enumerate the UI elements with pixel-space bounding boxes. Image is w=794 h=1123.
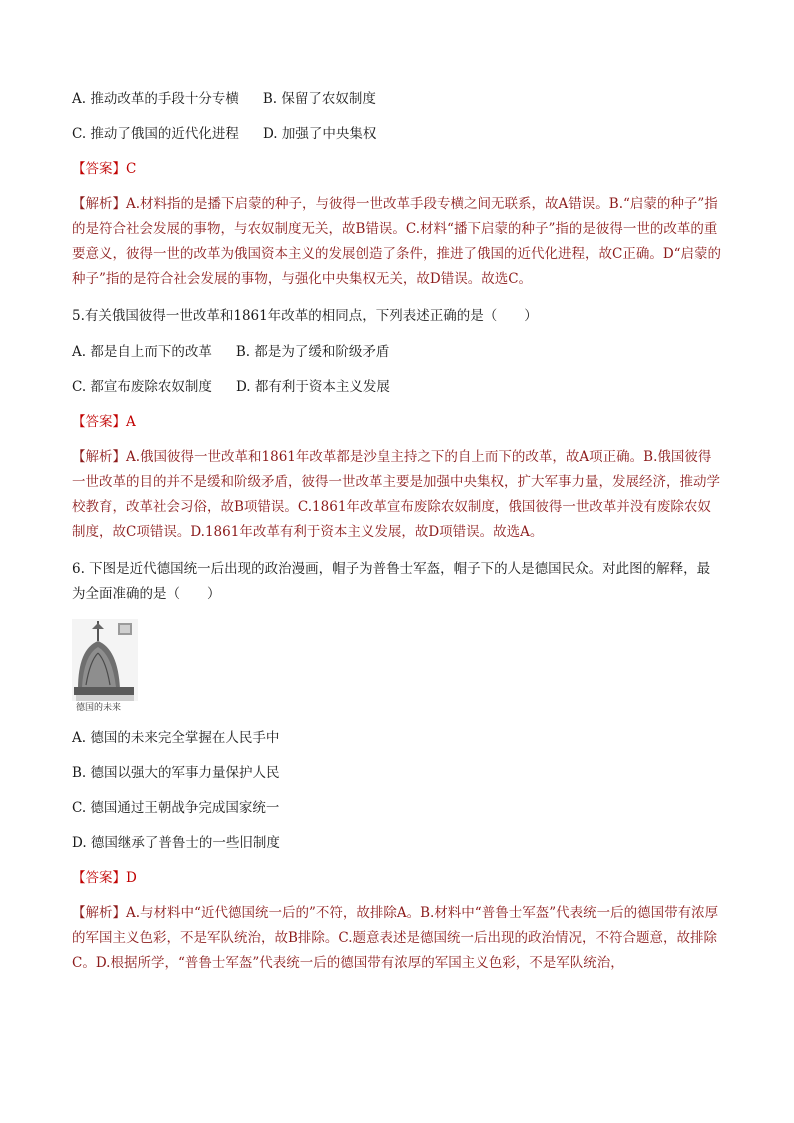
q6-answer-label: 【答案】 xyxy=(72,870,126,886)
q6-option-a[interactable]: A. 德国的未来完全掌握在人民手中 xyxy=(72,730,280,746)
cartoon-caption: 德国的未来 xyxy=(76,703,122,713)
q6-analysis-label: 【解析】 xyxy=(72,905,126,921)
document-page xyxy=(72,88,722,988)
q6-answer-value: D xyxy=(126,870,137,886)
q4-analysis-text: A.材料指的是播下启蒙的种子，与彼得一世改革手段专横之间无联系，故A错误。B.“启蒙的种子”指的是符合社会发展的事物，与农奴制度无关，故B错误。C.材料“播下启蒙的种子”指的是彼得一世的改革的重要意义，彼得一世的改革为俄国资本主义的发展创造了条件，推进了俄国的近代化进程，故C正确。D“启蒙的种子”指的是符合社会发展的事物，与强化中央集权无关，故D错误。故选C。 xyxy=(72,196,722,287)
q4-option-a[interactable]: A. 推动改革的手段十分专横 xyxy=(72,91,239,107)
cartoon-figure xyxy=(72,619,138,713)
q4-options-row-2 xyxy=(72,123,722,145)
q4-options-row-1 xyxy=(72,88,722,110)
q5-options-row-1 xyxy=(72,341,722,363)
q4-answer xyxy=(72,158,722,180)
prussian-helmet-cartoon-icon xyxy=(72,619,138,701)
q5-options-row-2 xyxy=(72,376,722,398)
q5-analysis xyxy=(72,445,722,545)
q5-answer xyxy=(72,411,722,433)
q5-option-c[interactable]: C. 都宣布废除农奴制度 xyxy=(72,379,212,395)
q4-analysis xyxy=(72,192,722,292)
q4-option-c[interactable]: C. 推动了俄国的近代化进程 xyxy=(72,126,239,142)
q5-analysis-label: 【解析】 xyxy=(72,449,126,465)
q6-option-b[interactable]: B. 德国以强大的军事力量保护人民 xyxy=(72,765,280,781)
q5-analysis-text: A.俄国彼得一世改革和1861年改革都是沙皇主持之下的自上而下的改革，故A项正确。B.俄国彼得一世改革的目的并不是缓和阶级矛盾，彼得一世改革主要是加强中央集权，扩大军事力量，发展经济，推动学校教育，改革社会习俗，故B项错误。C.1861年改革宣布废除农奴制度，俄国彼得一世改革并没有废除农奴制度，故C项错误。D.1861年改革有利于资本主义发展，故D项错误。故选A。 xyxy=(72,449,720,540)
q5-stem: 5.有关俄国彼得一世改革和1861年改革的相同点，下列表述正确的是（ ） xyxy=(72,308,538,324)
q4-analysis-label: 【解析】 xyxy=(72,196,126,212)
q5-option-b[interactable]: B. 都是为了缓和阶级矛盾 xyxy=(235,344,390,360)
q6-option-d[interactable]: D. 德国继承了普鲁士的一些旧制度 xyxy=(72,835,280,851)
q5-option-d[interactable]: D. 都有利于资本主义发展 xyxy=(235,379,390,395)
q6-stem: 6. 下图是近代德国统一后出现的政治漫画，帽子为普鲁士军盔，帽子下的人是德国民众。对此图的解释，最为全面准确的是（ ） xyxy=(72,561,711,602)
q5-option-a[interactable]: A. 都是自上而下的改革 xyxy=(72,344,212,360)
q4-option-d[interactable]: D. 加强了中央集权 xyxy=(262,126,377,142)
q6-analysis-text: A.与材料中“近代德国统一后的”不符，故排除A。B.材料中“普鲁士军盔”代表统一后的德国带有浓厚的军国主义色彩，不是军队统治，故B排除。C.题意表述是德国统一后出现的政治情况，不符合题意，故排除C。D.根据所学，“普鲁士军盔”代表统一后的德国带有浓厚的军国主义色彩，不是军队统治， xyxy=(72,905,719,971)
q4-answer-value: C xyxy=(126,161,137,177)
q6-option-c[interactable]: C. 德国通过王朝战争完成国家统一 xyxy=(72,800,280,816)
q5-answer-label: 【答案】 xyxy=(72,414,126,430)
q6-analysis xyxy=(72,901,722,976)
q6-answer xyxy=(72,867,722,889)
q4-answer-label: 【答案】 xyxy=(72,161,126,177)
q4-option-b[interactable]: B. 保留了农奴制度 xyxy=(262,91,376,107)
q5-answer-value: A xyxy=(126,414,136,430)
